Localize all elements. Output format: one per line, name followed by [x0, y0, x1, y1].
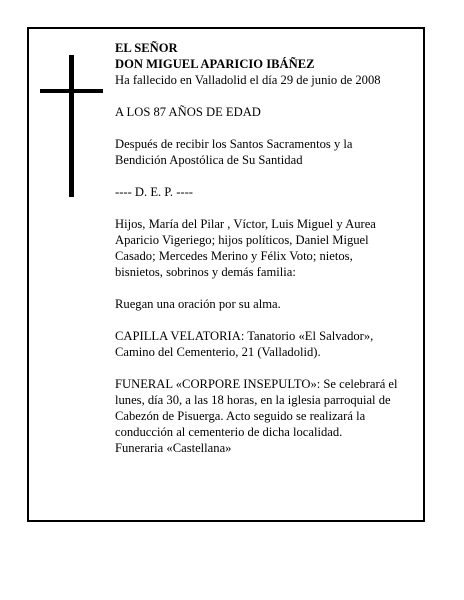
rip-text: ---- D. E. P. ---- [115, 185, 193, 199]
family-block [115, 216, 421, 280]
obituary-notice [27, 27, 425, 522]
sacraments-line: Después de recibir los Santos Sacramentos y la [115, 137, 353, 151]
header-block [115, 40, 421, 88]
deceased-title: EL SEÑOR [115, 41, 178, 55]
sacraments-block [115, 136, 421, 168]
chapel-block [115, 328, 421, 360]
rip-block [115, 184, 421, 200]
chapel-line: Camino del Cementerio, 21 (Valladolid). [115, 345, 321, 359]
death-statement: Ha fallecido en Valladolid el día 29 de junio de 2008 [115, 73, 381, 87]
age-block [115, 104, 421, 120]
funeral-home: Funeraria «Castellana» [115, 441, 232, 455]
chapel-line: CAPILLA VELATORIA: Tanatorio «El Salvador», [115, 329, 374, 343]
funeral-block [115, 376, 421, 456]
prayer-text: Ruegan una oración por su alma. [115, 297, 281, 311]
prayer-block [115, 296, 421, 312]
deceased-name: DON MIGUEL APARICIO IBÁÑEZ [115, 57, 315, 71]
funeral-line: lunes, día 30, a las 18 horas, en la iglesia parroquial de [115, 393, 391, 407]
cross-icon [69, 55, 74, 197]
funeral-line: conducción al cementerio de dicha localidad. [115, 425, 343, 439]
family-line: Hijos, María del Pilar , Víctor, Luis Miguel y Aurea [115, 217, 376, 231]
age-text: A LOS 87 AÑOS DE EDAD [115, 105, 261, 119]
family-line: Aparicio Vigeriego; hijos políticos, Daniel Miguel [115, 233, 369, 247]
sacraments-line: Bendición Apostólica de Su Santidad [115, 153, 303, 167]
family-line: bisnietos, sobrinos y demás familia: [115, 265, 296, 279]
notice-text [115, 40, 421, 456]
funeral-line: Cabezón de Pisuerga. Acto seguido se realizará la [115, 409, 366, 423]
cross-icon-bar [40, 89, 103, 93]
family-line: Casado; Mercedes Merino y Félix Voto; nietos, [115, 249, 353, 263]
funeral-line: FUNERAL «CORPORE INSEPULTO»: Se celebrará el [115, 377, 398, 391]
